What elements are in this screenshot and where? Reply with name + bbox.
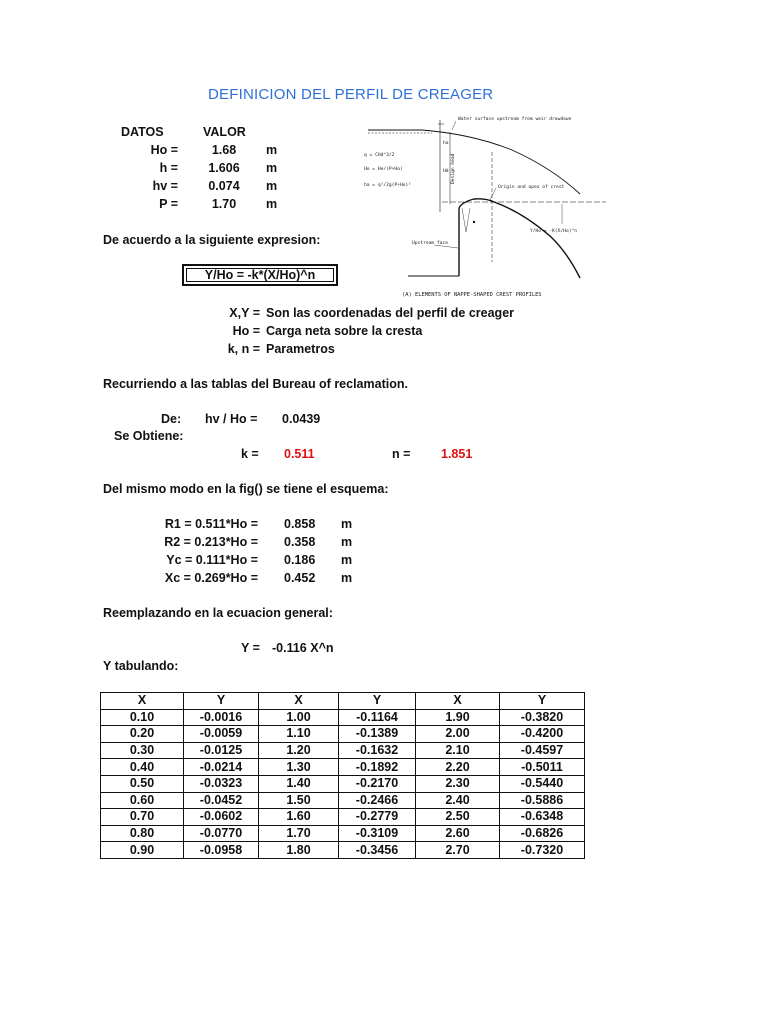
n-label: n = xyxy=(392,447,411,461)
table-cell: 0.50 xyxy=(101,775,184,792)
table-cell: 0.60 xyxy=(101,792,184,809)
table-row xyxy=(101,726,585,743)
xc-unit: m xyxy=(341,571,353,585)
page-title: DEFINICION DEL PERFIL DE CREAGER xyxy=(208,86,494,103)
table-cell: 0.10 xyxy=(101,709,184,726)
table-cell: 0.90 xyxy=(101,842,184,859)
table-cell: -0.1164 xyxy=(339,709,416,726)
datos-label-p: P = xyxy=(159,197,178,211)
n-value: 1.851 xyxy=(441,447,473,461)
fig-reference-text: Del mismo modo en la fig() se tiene el esquema: xyxy=(103,482,389,496)
fig-label-upstream: Upstream face xyxy=(412,241,448,246)
de-label: De: xyxy=(161,412,182,426)
yc-label: Yc = 0.111*Ho = xyxy=(166,553,258,567)
table-cell: -0.3820 xyxy=(500,709,585,726)
table-cell: 1.20 xyxy=(259,742,339,759)
fig-label-hd: Hd xyxy=(443,169,449,174)
fig-caption: (A) ELEMENTS OF NAPPE-SHAPED CREST PROFILES xyxy=(402,292,542,298)
table-cell: 0.20 xyxy=(101,726,184,743)
table-header-cell: X xyxy=(259,693,339,710)
table-cell: -0.1389 xyxy=(339,726,416,743)
table-cell: -0.1892 xyxy=(339,759,416,776)
profile-table xyxy=(100,692,585,859)
table-cell: 0.80 xyxy=(101,825,184,842)
fig-eq-right: Y/Ho = -K(X/Ho)^n xyxy=(530,229,578,234)
table-cell: 1.80 xyxy=(259,842,339,859)
table-cell: -0.3109 xyxy=(339,825,416,842)
table-cell: -0.6826 xyxy=(500,825,585,842)
table-cell: -0.3456 xyxy=(339,842,416,859)
table-row xyxy=(101,809,585,826)
fig-eq-3: ha = q²/2g(P+Ho)² xyxy=(364,183,412,188)
def-text-xy: Son las coordenadas del perfil de creager xyxy=(266,306,515,320)
table-row xyxy=(101,775,585,792)
table-cell: -0.7320 xyxy=(500,842,585,859)
table-cell: -0.0016 xyxy=(184,709,259,726)
table-cell: 0.30 xyxy=(101,742,184,759)
datos-unit-hv: m xyxy=(266,179,278,193)
intro-text: De acuerdo a la siguiente expresion: xyxy=(103,233,321,247)
table-cell: 1.10 xyxy=(259,726,339,743)
table-cell: 2.40 xyxy=(416,792,500,809)
table-header-cell: Y xyxy=(339,693,416,710)
crest-profile-figure xyxy=(362,112,608,302)
table-cell: 1.70 xyxy=(259,825,339,842)
table-cell: 2.30 xyxy=(416,775,500,792)
bureau-text: Recurriendo a las tablas del Bureau of reclamation. xyxy=(103,377,408,391)
equation-box xyxy=(182,264,338,286)
table-cell: 1.00 xyxy=(259,709,339,726)
datos-label-hv: hv = xyxy=(152,179,178,193)
table-cell: 2.60 xyxy=(416,825,500,842)
table-header-cell: X xyxy=(101,693,184,710)
def-label-kn: k, n = xyxy=(227,342,260,356)
fig-label-water: Water surface upstream from weir drawdown xyxy=(458,117,572,122)
table-cell: -0.2466 xyxy=(339,792,416,809)
r1-unit: m xyxy=(341,517,353,531)
table-cell: 2.10 xyxy=(416,742,500,759)
def-text-kn: Parametros xyxy=(266,342,335,356)
table-cell: -0.0452 xyxy=(184,792,259,809)
table-cell: -0.0602 xyxy=(184,809,259,826)
fig-eq-1: q = CHd^3/2 xyxy=(364,153,395,158)
table-cell: -0.2779 xyxy=(339,809,416,826)
de-value: 0.0439 xyxy=(282,412,321,426)
datos-value-p: 1.70 xyxy=(211,197,237,211)
table-row xyxy=(101,709,585,726)
equation-text: Y/Ho = -k*(X/Ho)^n xyxy=(186,268,334,282)
yc-unit: m xyxy=(341,553,353,567)
table-header-cell: Y xyxy=(500,693,585,710)
def-label-ho: Ho = xyxy=(232,324,260,338)
table-cell: 1.60 xyxy=(259,809,339,826)
reemplazando-text: Reemplazando en la ecuacion general: xyxy=(103,606,333,620)
datos-label-ho: Ho = xyxy=(150,143,178,157)
table-header-cell: Y xyxy=(184,693,259,710)
table-cell: -0.6348 xyxy=(500,809,585,826)
table-cell: 0.40 xyxy=(101,759,184,776)
datos-value-ho: 1.68 xyxy=(211,143,237,157)
table-cell: -0.0059 xyxy=(184,726,259,743)
general-value: -0.116 X^n xyxy=(272,641,334,655)
fig-label-origin: Origin and apex of crest xyxy=(498,185,565,190)
table-cell: 2.50 xyxy=(416,809,500,826)
table-cell: 0.70 xyxy=(101,809,184,826)
table-cell: -0.2170 xyxy=(339,775,416,792)
r1-label: R1 = 0.511*Ho = xyxy=(164,517,258,531)
table-cell: -0.5886 xyxy=(500,792,585,809)
datos-value-h: 1.606 xyxy=(208,161,240,175)
table-cell: -0.5011 xyxy=(500,759,585,776)
table-cell: 1.50 xyxy=(259,792,339,809)
de-expr: hv / Ho = xyxy=(205,412,258,426)
def-text-ho: Carga neta sobre la cresta xyxy=(266,324,423,338)
valor-header: VALOR xyxy=(203,125,246,139)
table-cell: -0.4597 xyxy=(500,742,585,759)
r2-value: 0.358 xyxy=(284,535,316,549)
table-cell: -0.0125 xyxy=(184,742,259,759)
table-row xyxy=(101,792,585,809)
table-cell: -0.0958 xyxy=(184,842,259,859)
general-label: Y = xyxy=(241,641,260,655)
table-row xyxy=(101,842,585,859)
datos-value-hv: 0.074 xyxy=(208,179,240,193)
r2-label: R2 = 0.213*Ho = xyxy=(164,535,258,549)
table-cell: -0.1632 xyxy=(339,742,416,759)
table-cell: -0.0323 xyxy=(184,775,259,792)
datos-header: DATOS xyxy=(121,125,164,139)
k-label: k = xyxy=(241,447,259,461)
r2-unit: m xyxy=(341,535,353,549)
xc-value: 0.452 xyxy=(284,571,316,585)
table-cell: -0.4200 xyxy=(500,726,585,743)
table-cell: 1.40 xyxy=(259,775,339,792)
yc-value: 0.186 xyxy=(284,553,316,567)
table-cell: -0.5440 xyxy=(500,775,585,792)
table-header-cell: X xyxy=(416,693,500,710)
table-cell: 2.70 xyxy=(416,842,500,859)
table-row xyxy=(101,759,585,776)
table-cell: 2.20 xyxy=(416,759,500,776)
datos-unit-h: m xyxy=(266,161,278,175)
xc-label: Xc = 0.269*Ho = xyxy=(164,571,258,585)
table-cell: 1.90 xyxy=(416,709,500,726)
table-cell: -0.0770 xyxy=(184,825,259,842)
datos-unit-ho: m xyxy=(266,143,278,157)
k-value: 0.511 xyxy=(284,447,315,461)
table-header-row xyxy=(101,693,585,710)
tabulando-text: Y tabulando: xyxy=(103,659,179,673)
table-cell: 1.30 xyxy=(259,759,339,776)
def-label-xy: X,Y = xyxy=(229,306,260,320)
table-cell: -0.0214 xyxy=(184,759,259,776)
r1-value: 0.858 xyxy=(284,517,316,531)
fig-label-design: Design head xyxy=(451,153,456,184)
datos-unit-p: m xyxy=(266,197,278,211)
table-row xyxy=(101,742,585,759)
fig-label-ha: ha xyxy=(443,141,449,146)
table-cell: 2.00 xyxy=(416,726,500,743)
table-row xyxy=(101,825,585,842)
fig-eq-2: Ho = He/(P+Ho) xyxy=(364,167,403,172)
se-obtiene-label: Se Obtiene: xyxy=(114,429,184,443)
datos-label-h: h = xyxy=(159,161,178,175)
